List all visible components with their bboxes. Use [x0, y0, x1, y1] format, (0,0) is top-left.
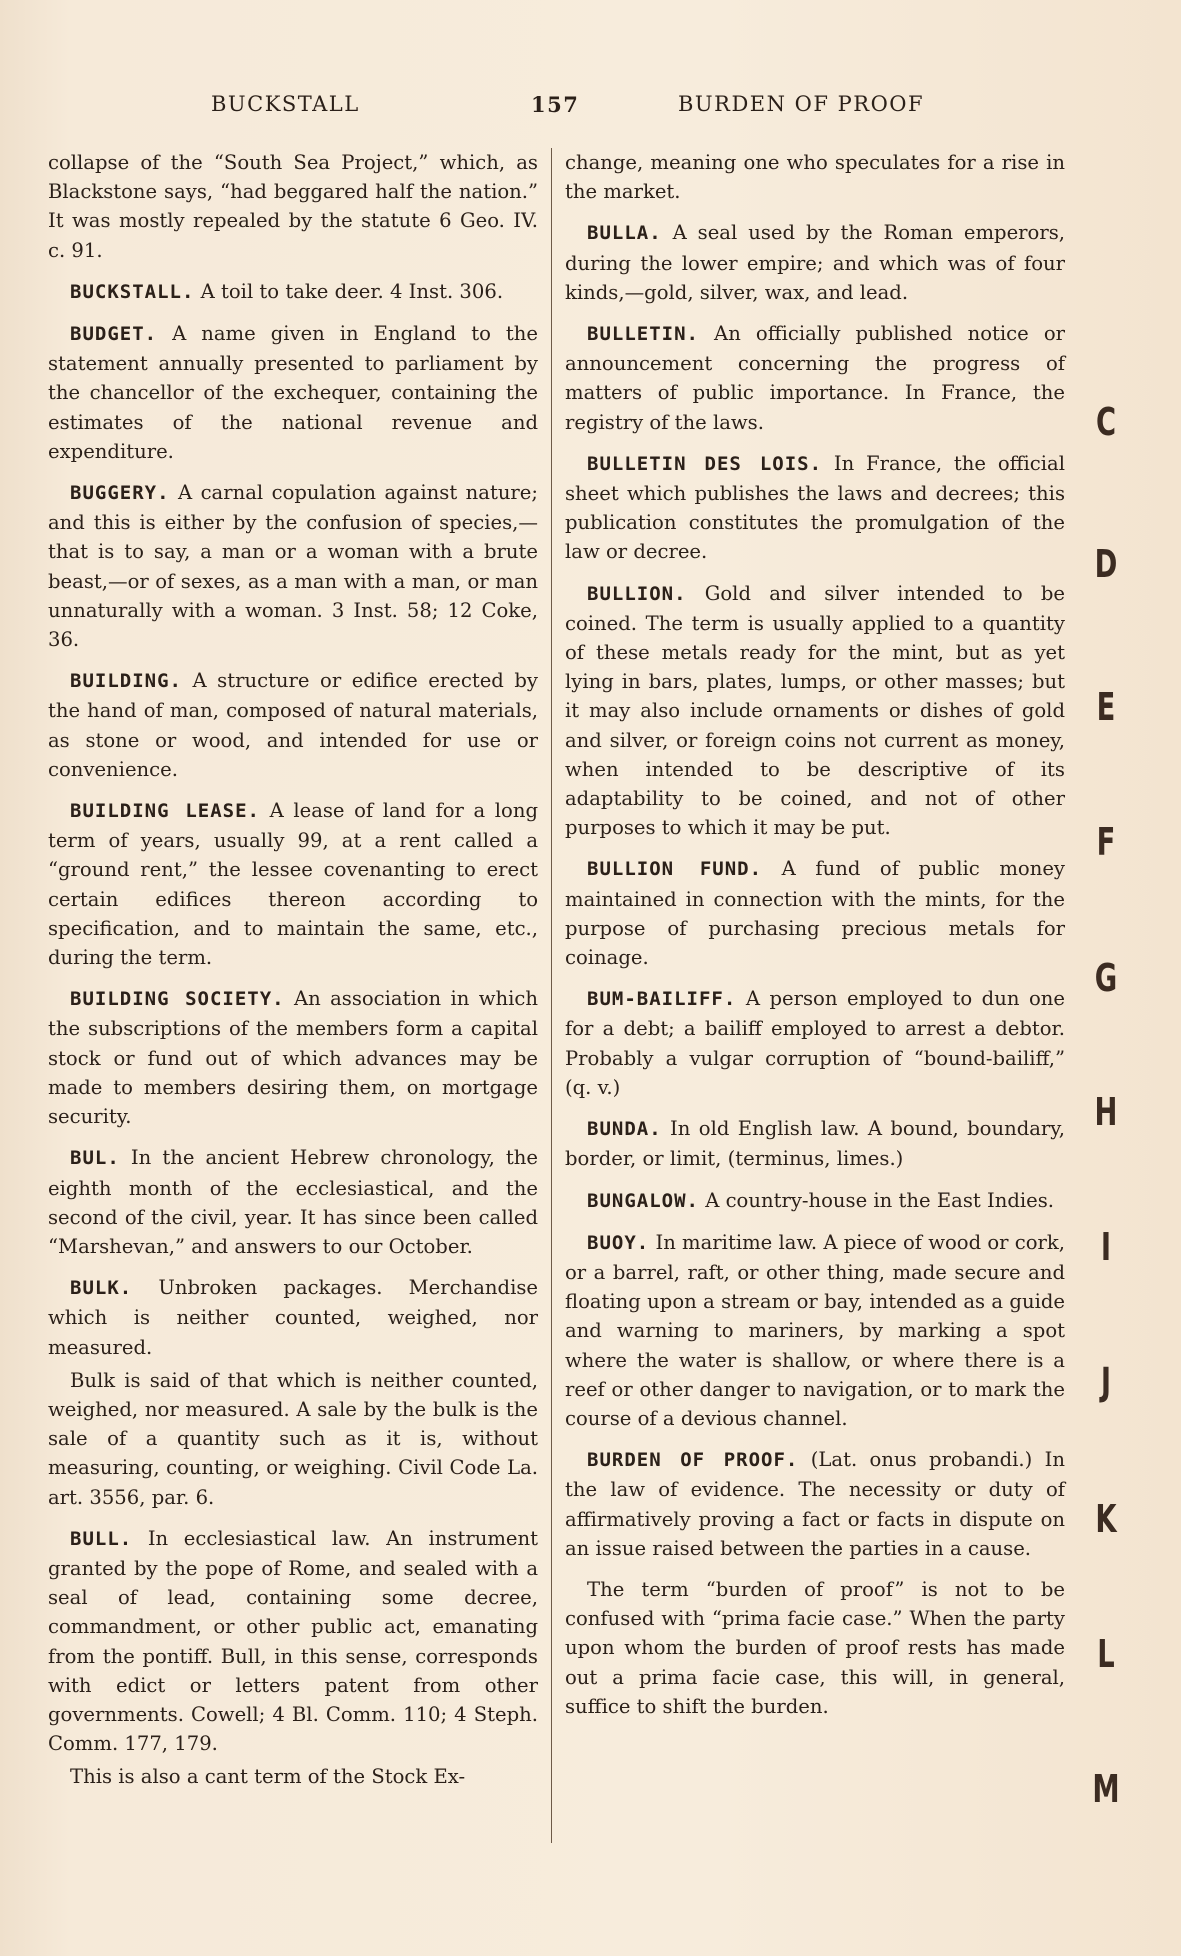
- thumb-tab-j[interactable]: J: [1100, 1360, 1112, 1404]
- entry-bulla: BULLA. A seal used by the Roman emperors, during the lower empire; and which was of four kinds,—gold, silver, wax, and lead.: [565, 221, 1065, 304]
- page-number: 157: [531, 92, 580, 117]
- entry-continuation: change, meaning one who speculates for a rise in the market.: [565, 151, 1065, 204]
- entry-bullion-fund: BULLION FUND. A fund of public money maintained in connection with the mints, for the purpose of purchasing precious metals for coinage.: [565, 857, 1065, 970]
- thumb-tab-k[interactable]: K: [1095, 1497, 1117, 1541]
- running-header: [48, 92, 1058, 122]
- entry-bulk: BULK. Unbroken packages. Merchandise which is neither counted, weighed, nor measured.: [48, 1276, 538, 1359]
- entry-buggery: BUGGERY. A carnal copulation against nature; and this is either by the confusion of species,—that is to say, a man or a woman with a brute beast,—or of sexes, as a man with a man, or man unnaturally with a woman. 3 Inst. 58; 12 Coke, 36.: [48, 481, 538, 652]
- headword: BUILDING SOCIETY.: [70, 988, 285, 1011]
- entry-bul: BUL. In the ancient Hebrew chronology, the eighth month of the ecclesiastical, and the second of the civil, year. It has since been called “Marshevan,” and answers to our October.: [48, 1146, 538, 1258]
- entry-bungalow: BUNGALOW. A country-house in the East Indies.: [587, 1188, 1055, 1212]
- entry-bull: BULL. In ecclesiastical law. An instrument granted by the pope of Rome, and sealed with a seal of lead, containing some decree, commandment, or other public act, emanating from the pontiff. Bull, in this sense, corresponds with edict or letters patent from other governments. Cowell; 4 Bl. Comm. 110; 4 Steph. Comm. 177, 179.: [48, 1526, 538, 1756]
- thumb-tab-m[interactable]: M: [1092, 1767, 1120, 1811]
- entry-building-society: BUILDING SOCIETY. An association in which the subscriptions of the members form a capital stock or fund out of which advances may be made to members desiring them, on mortgage security.: [48, 987, 538, 1129]
- entry-bulletin: BULLETIN. An officially published notice or announcement concerning the progress of matters of public importance. In France, the registry of the laws.: [565, 322, 1066, 434]
- thumb-tab-l[interactable]: L: [1097, 1632, 1115, 1676]
- headword: BULLETIN.: [587, 323, 699, 346]
- thumb-tab-f[interactable]: F: [1096, 820, 1116, 864]
- thumb-tab-d[interactable]: D: [1094, 542, 1118, 586]
- entry-budget: BUDGET. A name given in England to the statement annually presented to parliament by the chancellor of the exchequer, containing the estimates of the national revenue and expenditure.: [48, 322, 538, 463]
- header-right-guideword: BURDEN OF PROOF: [678, 92, 925, 116]
- headword: BUL.: [70, 1147, 120, 1170]
- entry-bulk-paragraph: Bulk is said of that which is neither counted, weighed, nor measured. A sale by the bulk is the sale of a quantity such as it is, without measuring, counting, or weighing. Civil Code La. art. 3556, par. 6.: [48, 1368, 538, 1509]
- entry-bulletin-des-lois: BULLETIN DES LOIS. In France, the official sheet which publishes the laws and decrees; this publication constitutes the promulgation of the law or decree.: [565, 451, 1065, 564]
- headword: BUOY.: [587, 1231, 650, 1254]
- headword: BUCKSTALL.: [70, 280, 195, 303]
- headword: BULK.: [70, 1277, 133, 1300]
- headword: BULLION FUND.: [587, 858, 763, 881]
- entry-buckstall: BUCKSTALL. A toil to take deer. 4 Inst. 306.: [70, 279, 504, 303]
- headword: BULLETIN DES LOIS.: [587, 452, 823, 475]
- thumb-index: [1086, 400, 1126, 1811]
- right-column: [565, 148, 1065, 1733]
- headword: BUILDING.: [70, 670, 182, 693]
- entry-building: BUILDING. A structure or edifice erected by the hand of man, composed of natural materials, as stone or wood, and intended for use or convenience.: [48, 669, 538, 781]
- entry-bum-bailiff: BUM-BAILIFF. A person employed to dun one for a debt; a bailiff employed to arrest a debtor. Probably a vulgar corruption of “bound-bailiff,” (q. v.): [565, 987, 1066, 1099]
- thumb-tab-e[interactable]: E: [1096, 685, 1116, 729]
- headword: BUDGET.: [70, 323, 158, 346]
- headword: BUNDA.: [587, 1118, 662, 1141]
- thumb-tab-c[interactable]: C: [1095, 400, 1117, 444]
- headword: BURDEN OF PROOF.: [587, 1449, 799, 1472]
- entry-bunda: BUNDA. In old English law. A bound, boundary, border, or limit, (terminus, limes.): [565, 1117, 1065, 1171]
- header-left-guideword: BUCKSTALL: [211, 92, 360, 116]
- thumb-tab-i[interactable]: I: [1100, 1225, 1112, 1269]
- entry-bull-paragraph: This is also a cant term of the Stock Ex-: [70, 1765, 466, 1789]
- column-divider: [551, 148, 552, 1843]
- entry-buoy: BUOY. In maritime law. A piece of wood or cork, or a barrel, raft, or other thing, made secure and floating upon a stream or bay, intended as a guide and warning to mariners, by marking a spot where the water is shallow, or where there is a reef or other danger to navigation, or to mark the course of a devious channel.: [565, 1230, 1066, 1430]
- entry-continuation: collapse of the “South Sea Project,” which, as Blackstone says, “had beggared half the nation.” It was mostly repealed by the statute 6 Geo. IV. c. 91.: [48, 151, 538, 262]
- headword: BUGGERY.: [70, 482, 170, 505]
- headword: BUNGALOW.: [587, 1189, 699, 1212]
- entry-burden-of-proof: BURDEN OF PROOF. (Lat. onus probandi.) In the law of evidence. The necessity or duty of affirmatively proving a fact or facts in dispute on an issue raised between the parties in a cause.: [565, 1448, 1065, 1560]
- thumb-tab-h[interactable]: H: [1094, 1090, 1118, 1134]
- headword: BUILDING LEASE.: [70, 800, 260, 823]
- headword: BULLA.: [587, 222, 662, 245]
- thumb-tab-g[interactable]: G: [1094, 956, 1118, 1000]
- entry-burden-of-proof-paragraph: The term “burden of proof” is not to be confused with “prima facie case.” When the party upon whom the burden of proof rests has made out a prima facie case, this will, in general, suffice to shift the burden.: [565, 1577, 1065, 1718]
- entry-building-lease: BUILDING LEASE. A lease of land for a long term of years, usually 99, at a rent called a “ground rent,” the lessee covenanting to erect certain edifices thereon according to specification, and to maintain the same, etc., during the term.: [48, 799, 538, 970]
- entry-bullion: BULLION. Gold and silver intended to be coined. The term is usually applied to a quantity of these metals ready for the mint, but as yet lying in bars, plates, lumps, or other masses; but it may also include ornaments or dishes of gold and silver, or foreign coins not current as money, when intended to be descriptive of its adaptability to be coined, and not of other purposes to which it may be put.: [565, 581, 1065, 840]
- headword: BULL.: [70, 1527, 133, 1550]
- headword: BULLION.: [587, 582, 687, 605]
- headword: BUM-BAILIFF.: [587, 988, 737, 1011]
- left-column: [48, 148, 538, 1804]
